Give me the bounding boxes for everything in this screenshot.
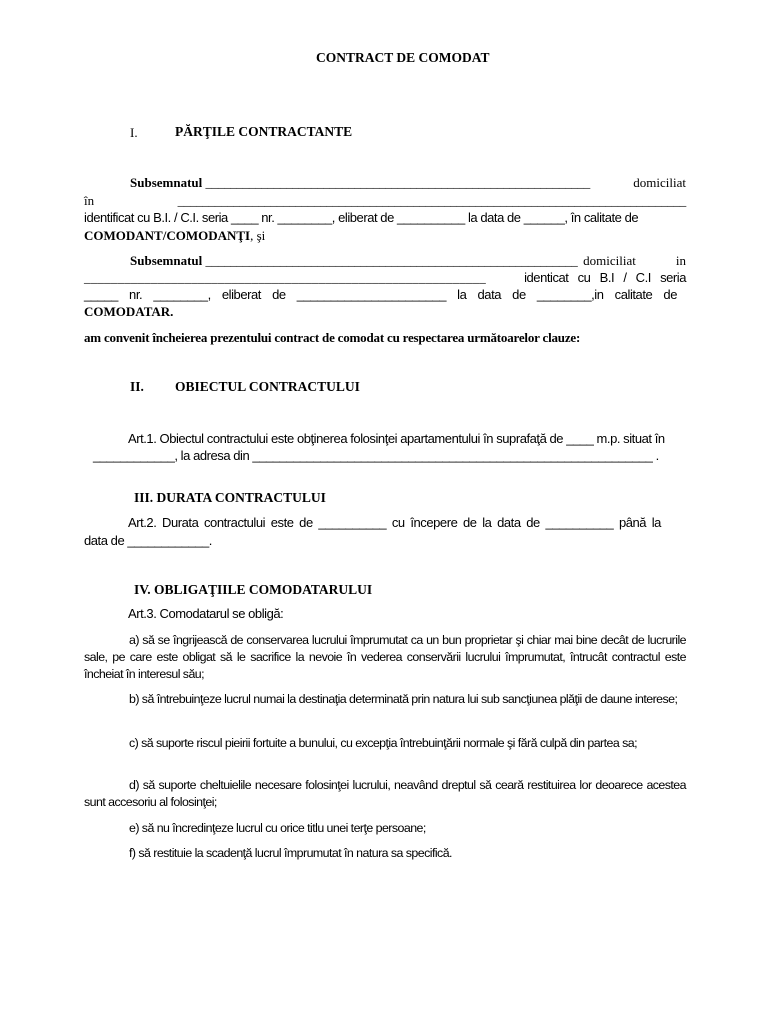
obligation-c [84,735,686,752]
party-2-line-2 [84,270,686,286]
party-1-in-label: în [84,193,95,208]
obligation-f [84,845,686,862]
party-2-name-blank: ____________________________________________________________ [205,253,578,268]
party-1-line-1 [84,175,686,191]
section-2-number: II. [130,379,144,394]
party-1-label: Subsemnatul [130,175,203,190]
article-3-intro: Art.3. Comodatarul se obligă: [128,606,284,621]
section-2-heading: OBIECTUL CONTRACTULUI [175,379,360,394]
party-1-conjunction: , şi [250,228,266,243]
article-1-line-2: ____________, la adresa din ___________________________________________________________ . [93,448,659,463]
article-2-line-1: Art.2. Durata contractului este de __________ cu începere de la data de __________ până la [128,515,661,530]
article-1-line-1: Art.1. Obiectul contractului este obţinerea folosinţei apartamentului în suprafaţă de ____ m.p. situat în [128,431,665,446]
party-1-address-blank: __________________________________________________________________________________ [177,193,686,208]
obligation-a-text: a) să se îngrijească de conservarea lucrului împrumutat ca un bun proprietar şi chiar mai bine decât de lucrurile sale, pe care este obligat să le sacrifice la nevoie în vederea conservării lucrului împrumutat, întrucât contractul este încheiat în interesul său; [84,633,686,681]
party-1-line-4 [84,228,265,244]
obligation-e [84,820,686,837]
section-1-number: I. [130,125,138,140]
party-1-line-3: identificat cu B.I. / C.I. seria ____ nr. ________, eliberat de __________ la data de ______, în calitate de [84,210,639,225]
section-3-heading: III. DURATA CONTRACTULUI [134,490,326,505]
obligation-a [84,632,686,683]
section-4-heading: IV. OBLIGAŢIILE COMODATARULUI [134,582,373,597]
role-comodatar: COMODATAR. [84,304,174,319]
obligation-e-text: e) să nu încredinţeze lucrul cu orice titlu unei terţe persoane; [129,821,426,835]
party-1-line-2 [84,193,686,209]
party-2-domicile-label: domiciliat [583,253,636,268]
role-comodant: COMODANT/COMODANŢI [84,228,251,243]
party-1-domicile-label: domiciliat [633,175,686,190]
obligation-f-text: f) să restituie la scadenţă lucrul împrumutat în natura sa specifică. [129,846,452,860]
article-2-line-2: data de ____________. [84,533,212,548]
party-2-id-label: identicat cu B.I / C.I seria [524,270,686,285]
party-1-name-blank: ______________________________________________________________ [205,175,590,190]
section-1-heading: PĂRŢILE CONTRACTANTE [175,124,353,139]
obligation-d [84,777,686,811]
party-2-line-3: _____ nr. ________, eliberat de ______________________ la data de ________,in calitate de [84,287,677,302]
party-2-address-blank: ____________________________________________________________ [84,270,486,285]
party-2-in-label: in [675,253,686,268]
party-2-line-1 [84,253,686,269]
agreement-statement: am convenit încheierea prezentului contract de comodat cu respectarea următoarelor clauze: [84,330,581,345]
party-2-label: Subsemnatul [130,253,203,268]
obligation-c-text: c) să suporte riscul pieirii fortuite a bunului, cu excepţia întrebuinţării normale şi fără culpă din partea sa; [129,736,637,750]
obligation-d-text: d) să suporte cheltuielile necesare folosinţei lucrului, neavând dreptul să ceară restituirea lor deoarece acestea sunt accesoriu al folosinţei; [84,778,686,809]
document-title: CONTRACT DE COMODAT [316,50,490,65]
obligation-b-text: b) să întrebuinţeze lucrul numai la destinaţia determinată prin natura lui sub sancţiunea plăţii de daune interese; [129,692,678,706]
obligation-b [84,691,686,708]
